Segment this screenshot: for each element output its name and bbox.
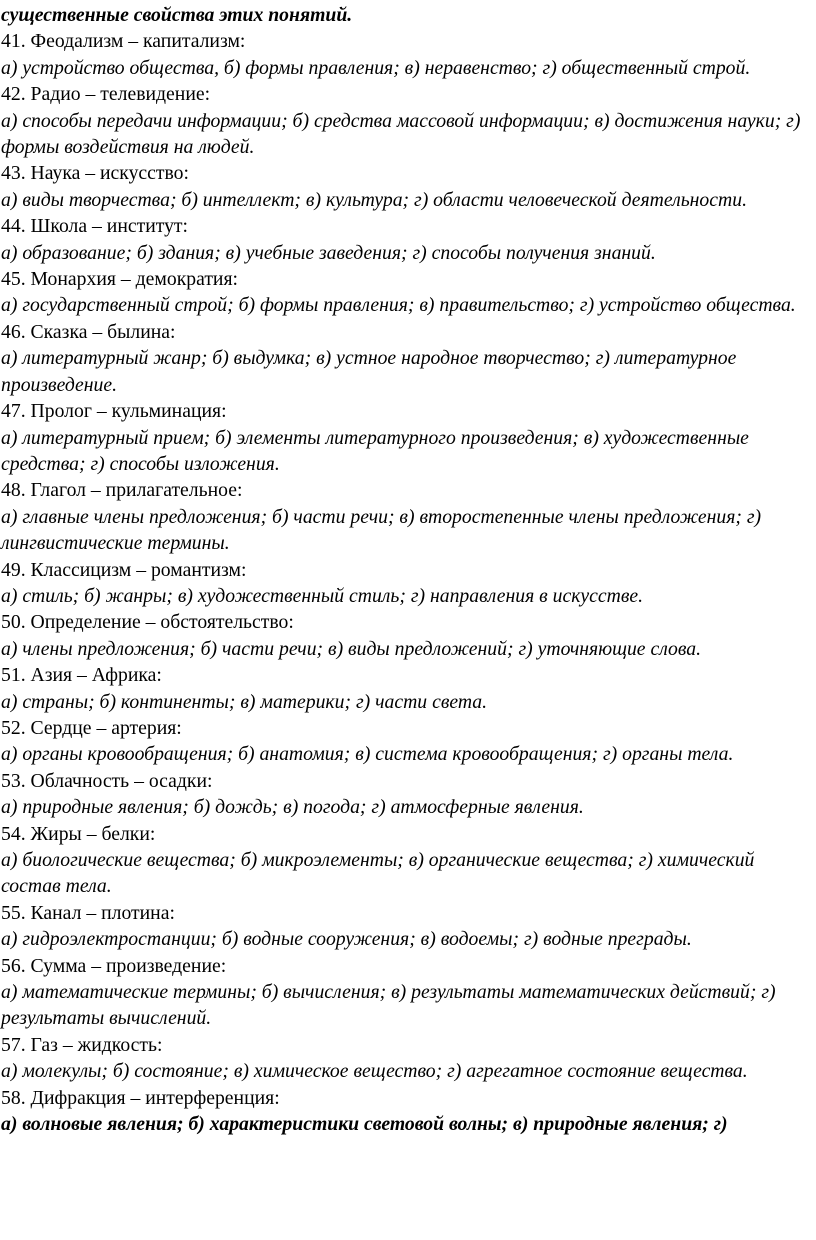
question-item: [1, 266, 816, 319]
answer-options: а) природные явления; б) дождь; в) погода; г) атмосферные явления.: [1, 796, 584, 819]
answer-options: а) математические термины; б) вычисления; в) результаты математических действий; г) результаты вычислений.: [1, 981, 776, 1030]
question-item: [1, 715, 816, 768]
question-item: [1, 1032, 816, 1085]
question-pair: 44. Школа – институт:: [1, 215, 189, 238]
answer-options: а) виды творчества; б) интеллект; в) культура; г) области человеческой деятельности.: [1, 188, 747, 211]
question-pair: 48. Глагол – прилагательное:: [1, 479, 243, 502]
answer-options: а) способы передачи информации; б) средства массовой информации; в) достижения науки; г) формы воздействия на людей.: [1, 109, 801, 159]
question-pair: 57. Газ – жидкость:: [1, 1033, 163, 1056]
question-list: [1, 28, 816, 1137]
question-pair: 49. Классицизм – романтизм:: [1, 558, 247, 581]
question-pair: 45. Монархия – демократия:: [1, 268, 238, 291]
question-item: [1, 557, 816, 610]
question-item: [1, 1085, 816, 1138]
question-pair: 52. Сердце – артерия:: [1, 716, 182, 739]
question-item: [1, 160, 816, 213]
answer-options: а) главные члены предложения; б) части речи; в) второстепенные члены предложения; г) лингвистические термины.: [1, 505, 762, 555]
question-item: [1, 81, 816, 160]
answer-options: а) органы кровообращения; б) анатомия; в) система кровообращения; г) органы тела.: [1, 743, 734, 766]
answer-options: а) литературный прием; б) элементы литературного произведения; в) художественные средства; г) способы изложения.: [1, 426, 749, 475]
question-pair: 58. Дифракция – интерференция:: [1, 1086, 280, 1109]
question-pair: 47. Пролог – кульминация:: [1, 400, 227, 423]
question-item: [1, 821, 816, 900]
question-item: [1, 398, 816, 477]
question-pair: 50. Определение – обстоятельство:: [1, 611, 294, 634]
answer-options: а) устройство общества, б) формы правления; в) неравенство; г) общественный строй.: [1, 56, 751, 79]
question-pair: 53. Облачность – осадки:: [1, 769, 213, 792]
question-pair: 42. Радио – телевидение:: [1, 83, 211, 106]
answer-options: а) образование; б) здания; в) учебные заведения; г) способы получения знаний.: [1, 241, 656, 264]
question-item: [1, 953, 816, 1032]
question-item: [1, 213, 816, 266]
answer-options: а) стиль; б) жанры; в) художественный стиль; г) направления в искусстве.: [1, 584, 644, 607]
question-item: [1, 768, 816, 821]
answer-options: а) члены предложения; б) части речи; в) виды предложений; г) уточняющие слова.: [1, 637, 702, 660]
question-item: [1, 609, 816, 662]
question-item: [1, 900, 816, 953]
question-item: [1, 28, 816, 81]
question-item: [1, 662, 816, 715]
answer-options: а) молекулы; б) состояние; в) химическое вещество; г) агрегатное состояние вещества.: [1, 1060, 748, 1083]
question-item: [1, 319, 816, 398]
answer-options: а) биологические вещества; б) микроэлементы; в) органические вещества; г) химический состав тела.: [1, 849, 755, 898]
answer-options: а) литературный жанр; б) выдумка; в) устное народное творчество; г) литературное произведение.: [1, 347, 737, 396]
answer-options: а) волновые явления; б) характеристики световой волны; в) природные явления; г): [1, 1113, 728, 1136]
question-item: [1, 477, 816, 556]
answer-options: а) государственный строй; б) формы правления; в) правительство; г) устройство общества.: [1, 294, 796, 317]
question-pair: 55. Канал – плотина:: [1, 901, 175, 924]
question-pair: 46. Сказка – былина:: [1, 320, 176, 343]
answer-options: а) страны; б) континенты; в) материки; г) части света.: [1, 690, 488, 713]
question-pair: 56. Сумма – произведение:: [1, 954, 227, 977]
section-heading: существенные свойства этих понятий.: [1, 4, 353, 26]
question-pair: 43. Наука – искусство:: [1, 162, 189, 185]
question-pair: 51. Азия – Африка:: [1, 664, 162, 687]
question-pair: 54. Жиры – белки:: [1, 822, 156, 845]
question-pair: 41. Феодализм – капитализм:: [1, 30, 246, 53]
answer-options: а) гидроэлектростанции; б) водные сооружения; в) водоемы; г) водные преграды.: [1, 928, 692, 951]
